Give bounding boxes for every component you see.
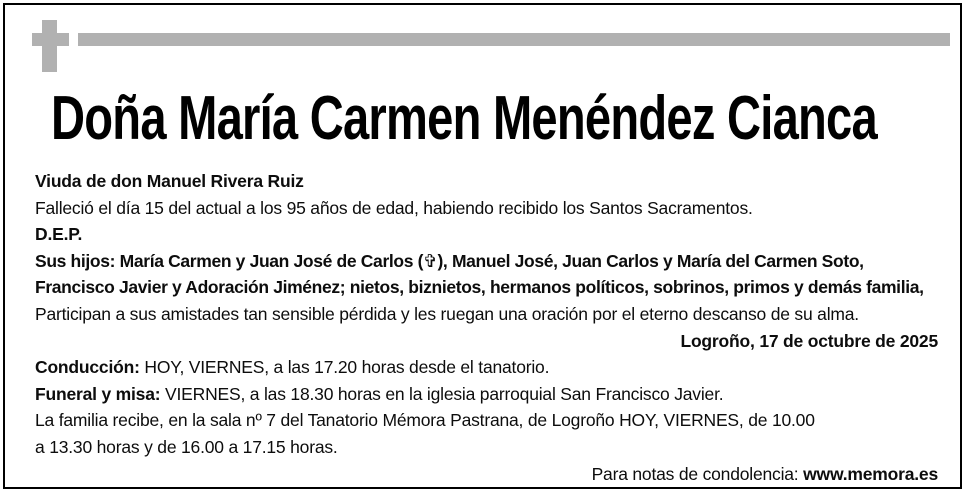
dep-line: D.E.P. [35, 224, 83, 245]
family-line-1: Sus hijos: María Carmen y Juan José de Carlos (✞), Manuel José, Juan Carlos y María del Carmen Soto, [35, 250, 864, 271]
dateline: Logroño, 17 de octubre de 2025 [680, 330, 938, 351]
website-text: www.memora.es [803, 463, 938, 484]
condolence-label: Para notas de condolencia: [591, 463, 804, 484]
reception-line-2: a 13.30 horas y de 16.00 a 17.15 horas. [35, 436, 338, 457]
participation-line: Participan a sus amistades tan sensible pérdida y les ruegan una oración por el eterno descanso de su alma. [35, 303, 859, 324]
header-divider-bar [78, 33, 950, 46]
conduccion-text: HOY, VIERNES, a las 17.20 horas desde el tanatorio. [139, 357, 550, 378]
deceased-name-title: Doña María Carmen Menéndez Cianca [51, 84, 877, 153]
conduccion-line [35, 354, 938, 381]
funeral-line [35, 381, 938, 408]
mourning-cross-icon [42, 20, 57, 72]
conduccion-label: Conducción: [35, 357, 140, 378]
mourning-cross-icon-arm [32, 33, 69, 46]
death-notice-line: Falleció el día 15 del actual a los 95 años de edad, habiendo recibido los Santos Sacramentos. [35, 197, 753, 218]
obituary-notice [3, 3, 962, 489]
reception-line-1: La familia recibe, en la sala nº 7 del Tanatorio Mémora Pastrana, de Logroño HOY, VIERNES, de 10.00 [35, 410, 815, 431]
funeral-text: VIERNES, a las 18.30 horas en la iglesia parroquial San Francisco Javier. [160, 383, 724, 404]
relationship-line: Viuda de don Manuel Rivera Ruiz [35, 171, 304, 191]
family-line-2: Francisco Javier y Adoración Jiménez; nietos, biznietos, hermanos políticos, sobrinos, primos y demás familia, [35, 277, 924, 298]
funeral-label: Funeral y misa: [35, 383, 161, 404]
obituary-body [35, 168, 938, 487]
condolence-note [35, 461, 938, 488]
